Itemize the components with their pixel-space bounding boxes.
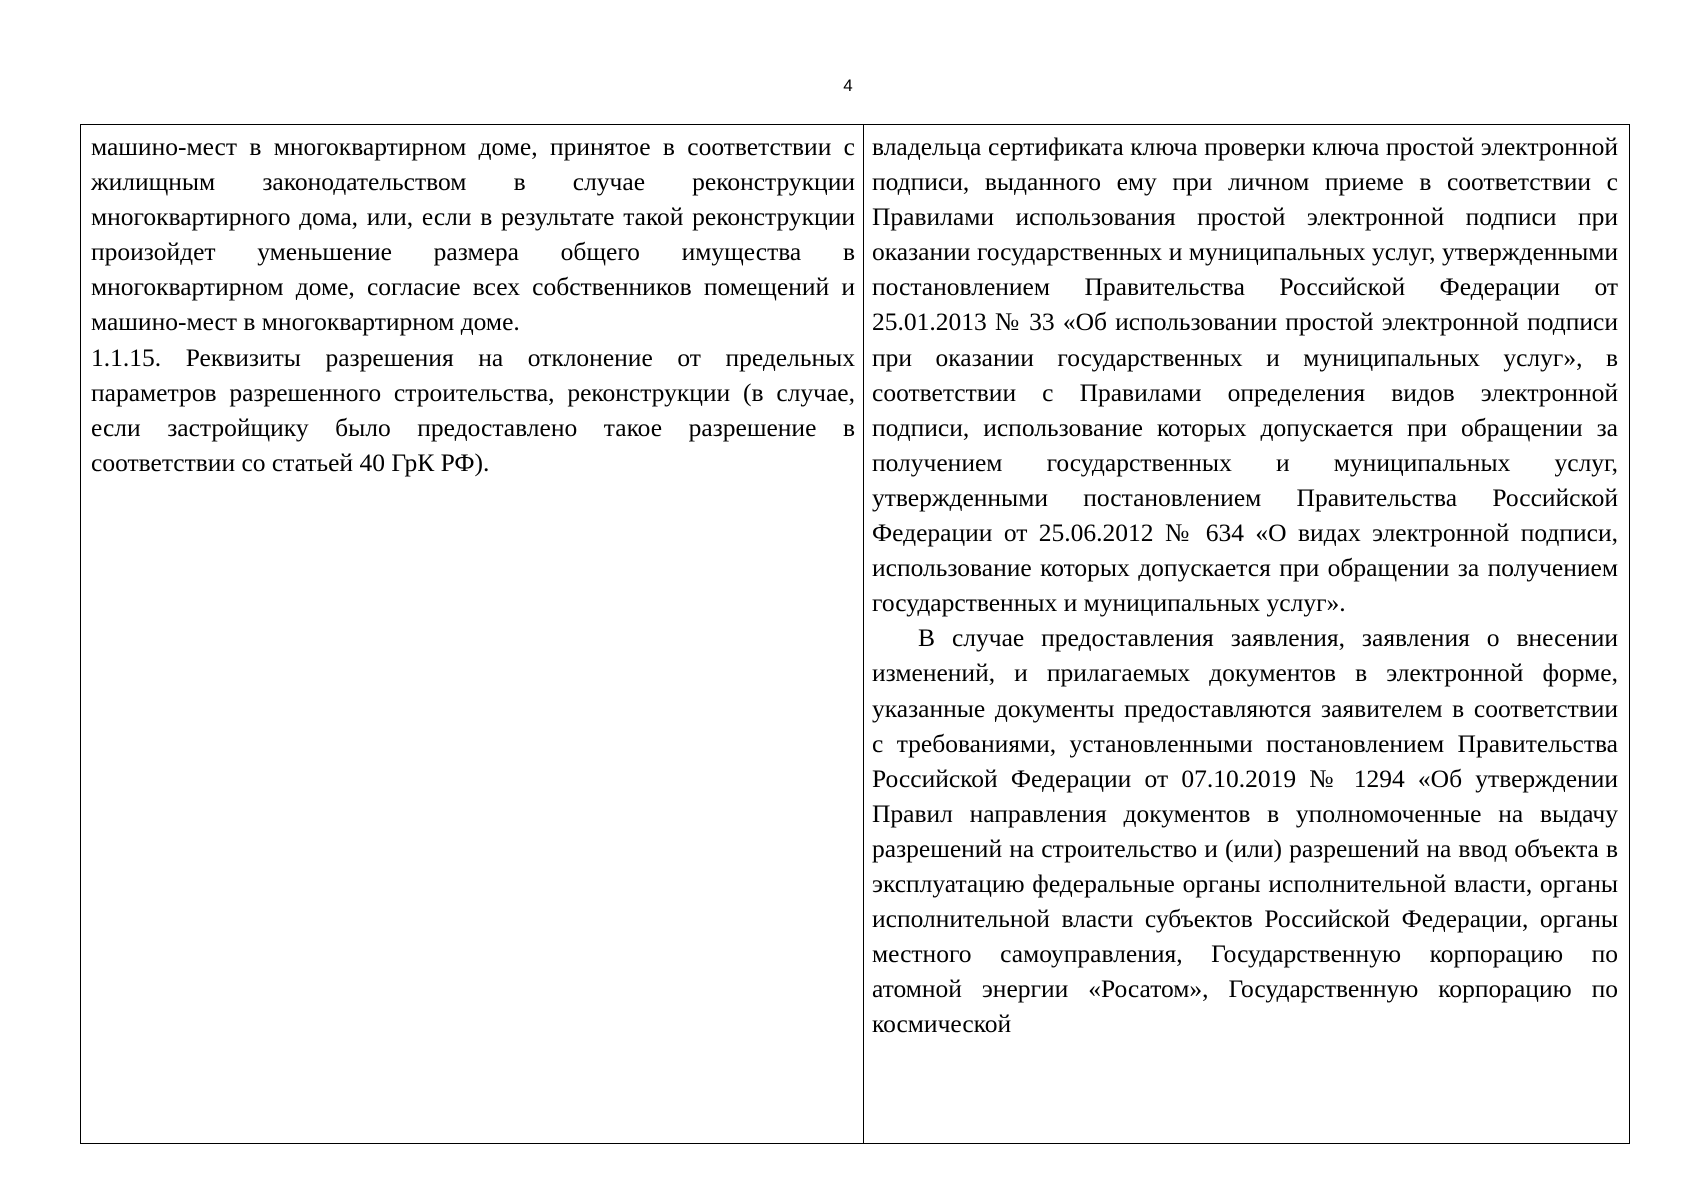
page-number: 4	[843, 76, 853, 95]
paragraph-left-2: 1.1.15. Реквизиты разрешения на отклонение от предельных параметров разрешенного строительства, реконструкции (в случае, если застройщику было предоставлено такое разрешение в соответствии со статьей 40 ГрК РФ).	[91, 342, 855, 477]
table-cell-left	[81, 125, 864, 1143]
paragraph-right-1: владельца сертификата ключа проверки ключа простой электронной подписи, выданного ему при личном приеме в соответствии с Правилами использования простой электронной подписи при оказании государственных и муниципальных услуг, утвержденными постановлением Правительства Российской Федерации от 25.01.2013 № 33 «Об использовании простой электронной подписи при оказании государственных и муниципальных услуг», в соответствии с Правилами определения видов электронной подписи, использование которых допускается при обращении за получением государственных и муниципальных услуг, утвержденными постановлением Правительства Российской Федерации от 25.06.2012 № 634 «О видах электронной подписи, использование которых допускается при обращении за получением государственных и муниципальных услуг».	[872, 132, 1618, 618]
paragraph-right-2: В случае предоставления заявления, заявления о внесении изменений, и прилагаемых документов в электронной форме, указанные документы предоставляются заявителем в соответствии с требованиями, установленными постановлением Правительства Российской Федерации от 07.10.2019 № 1294 «Об утверждении Правил направления документов в уполномоченные на выдачу разрешений на строительство и (или) разрешений на ввод объекта в эксплуатацию федеральные органы исполнительной власти, органы исполнительной власти субъектов Российской Федерации, органы местного самоуправления, Государственную корпорацию по атомной энергии «Росатом», Государственную корпорацию по космической	[872, 623, 1618, 1039]
document-table	[80, 124, 1630, 1144]
table-cell-right	[864, 125, 1628, 1143]
paragraph-left-1: машино-мест в многоквартирном доме, принятое в соответствии с жилищным законодательством в случае реконструкции многоквартирного дома, или, если в результате такой реконструкции произойдет уменьшение размера общего имущества в многоквартирном доме, согласие всех собственников помещений и машино-мест в многоквартирном доме.	[91, 132, 855, 337]
